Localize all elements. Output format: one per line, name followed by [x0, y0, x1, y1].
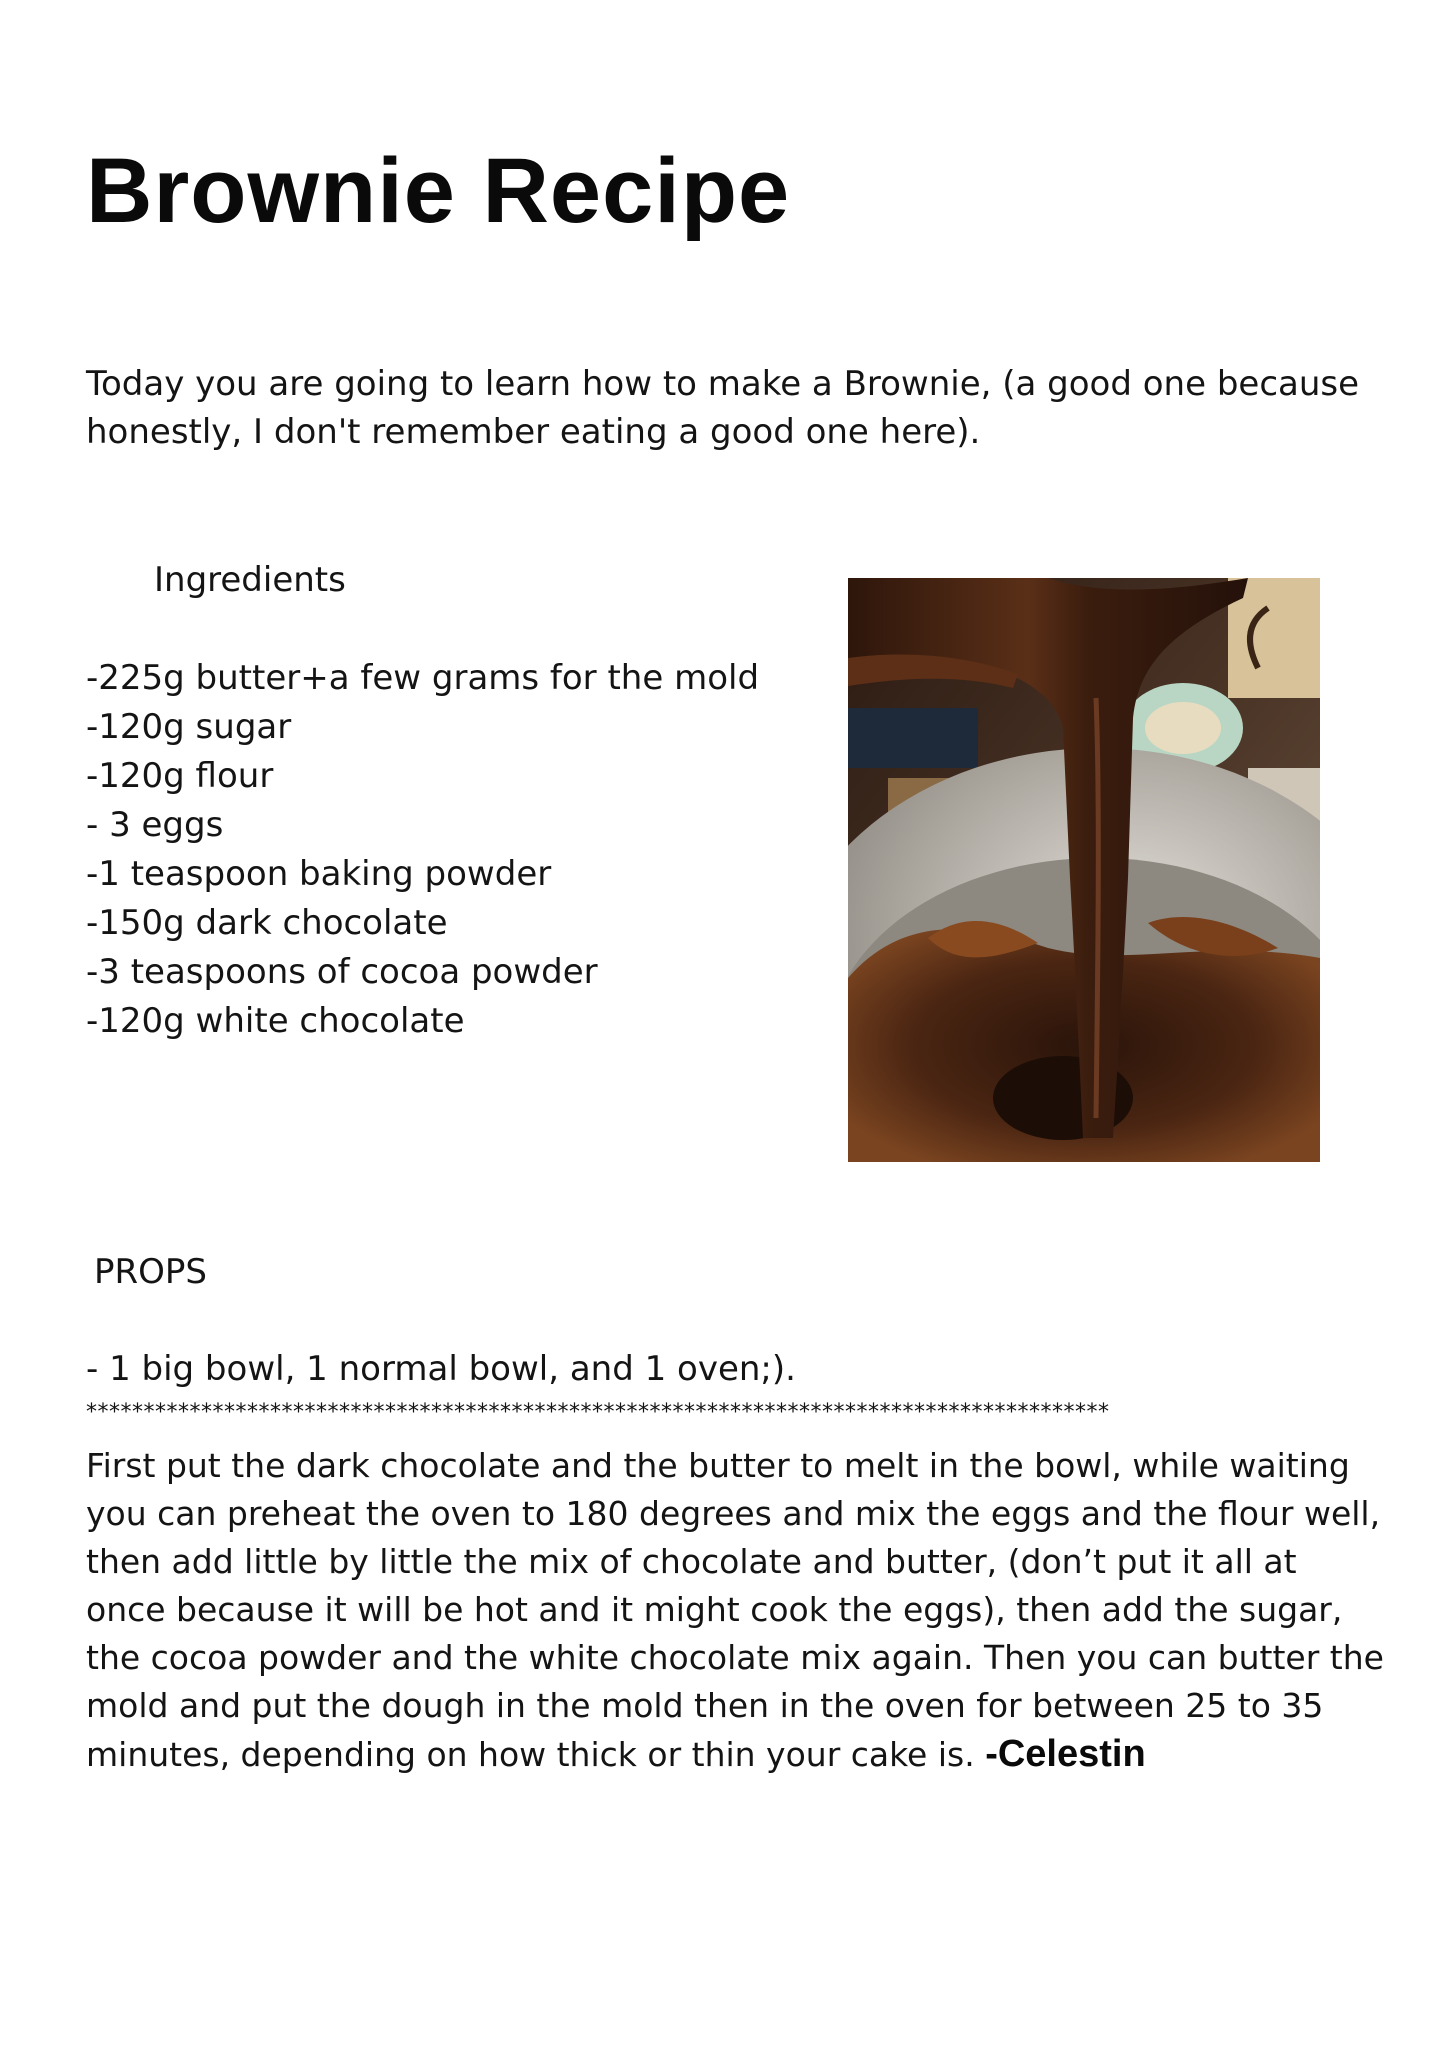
melted-chocolate-photo — [848, 578, 1320, 1162]
ingredient-item: -150g dark chocolate — [86, 903, 448, 943]
method-text: First put the dark chocolate and the butter to melt in the bowl, while waiting you can preheat the oven to 180 degrees and mix the eggs and the flour well, then add little by little the mix of chocolate and butter, (don’t put it all at once because it will be hot and it might cook the eggs), then add the sugar, the cocoa powder and the white chocolate mix again. Then you can butter the mold and put the dough in the mold then in the oven for between 25 to 35 minutes, depending on how thick or thin your cake is. — [86, 1446, 1384, 1774]
method-paragraph — [86, 1442, 1386, 1779]
ingredient-item: -120g white chocolate — [86, 1001, 465, 1041]
ingredients-heading: Ingredients — [154, 560, 346, 600]
ingredient-item: - 3 eggs — [86, 805, 224, 845]
ingredients-list — [86, 654, 786, 1046]
ingredient-item: -120g flour — [86, 756, 274, 796]
author-signature: -Celestin — [985, 1733, 1146, 1775]
props-heading: PROPS — [94, 1252, 207, 1292]
ingredient-item: -120g sugar — [86, 707, 292, 747]
props-item: - 1 big bowl, 1 normal bowl, and 1 oven;). — [86, 1349, 796, 1389]
chocolate-photo-illustration — [848, 578, 1320, 1162]
page-title: Brownie Recipe — [86, 140, 791, 242]
star-separator: ***************************************************************************************** — [86, 1400, 1110, 1425]
intro-paragraph: Today you are going to learn how to make a Brownie, (a good one because honestly, I don't remember eating a good one here). — [86, 364, 1360, 452]
ingredient-item: -3 teaspoons of cocoa powder — [86, 952, 598, 992]
ingredient-item: -1 teaspoon baking powder — [86, 854, 552, 894]
ingredient-item: -225g butter+a few grams for the mold — [86, 658, 760, 698]
